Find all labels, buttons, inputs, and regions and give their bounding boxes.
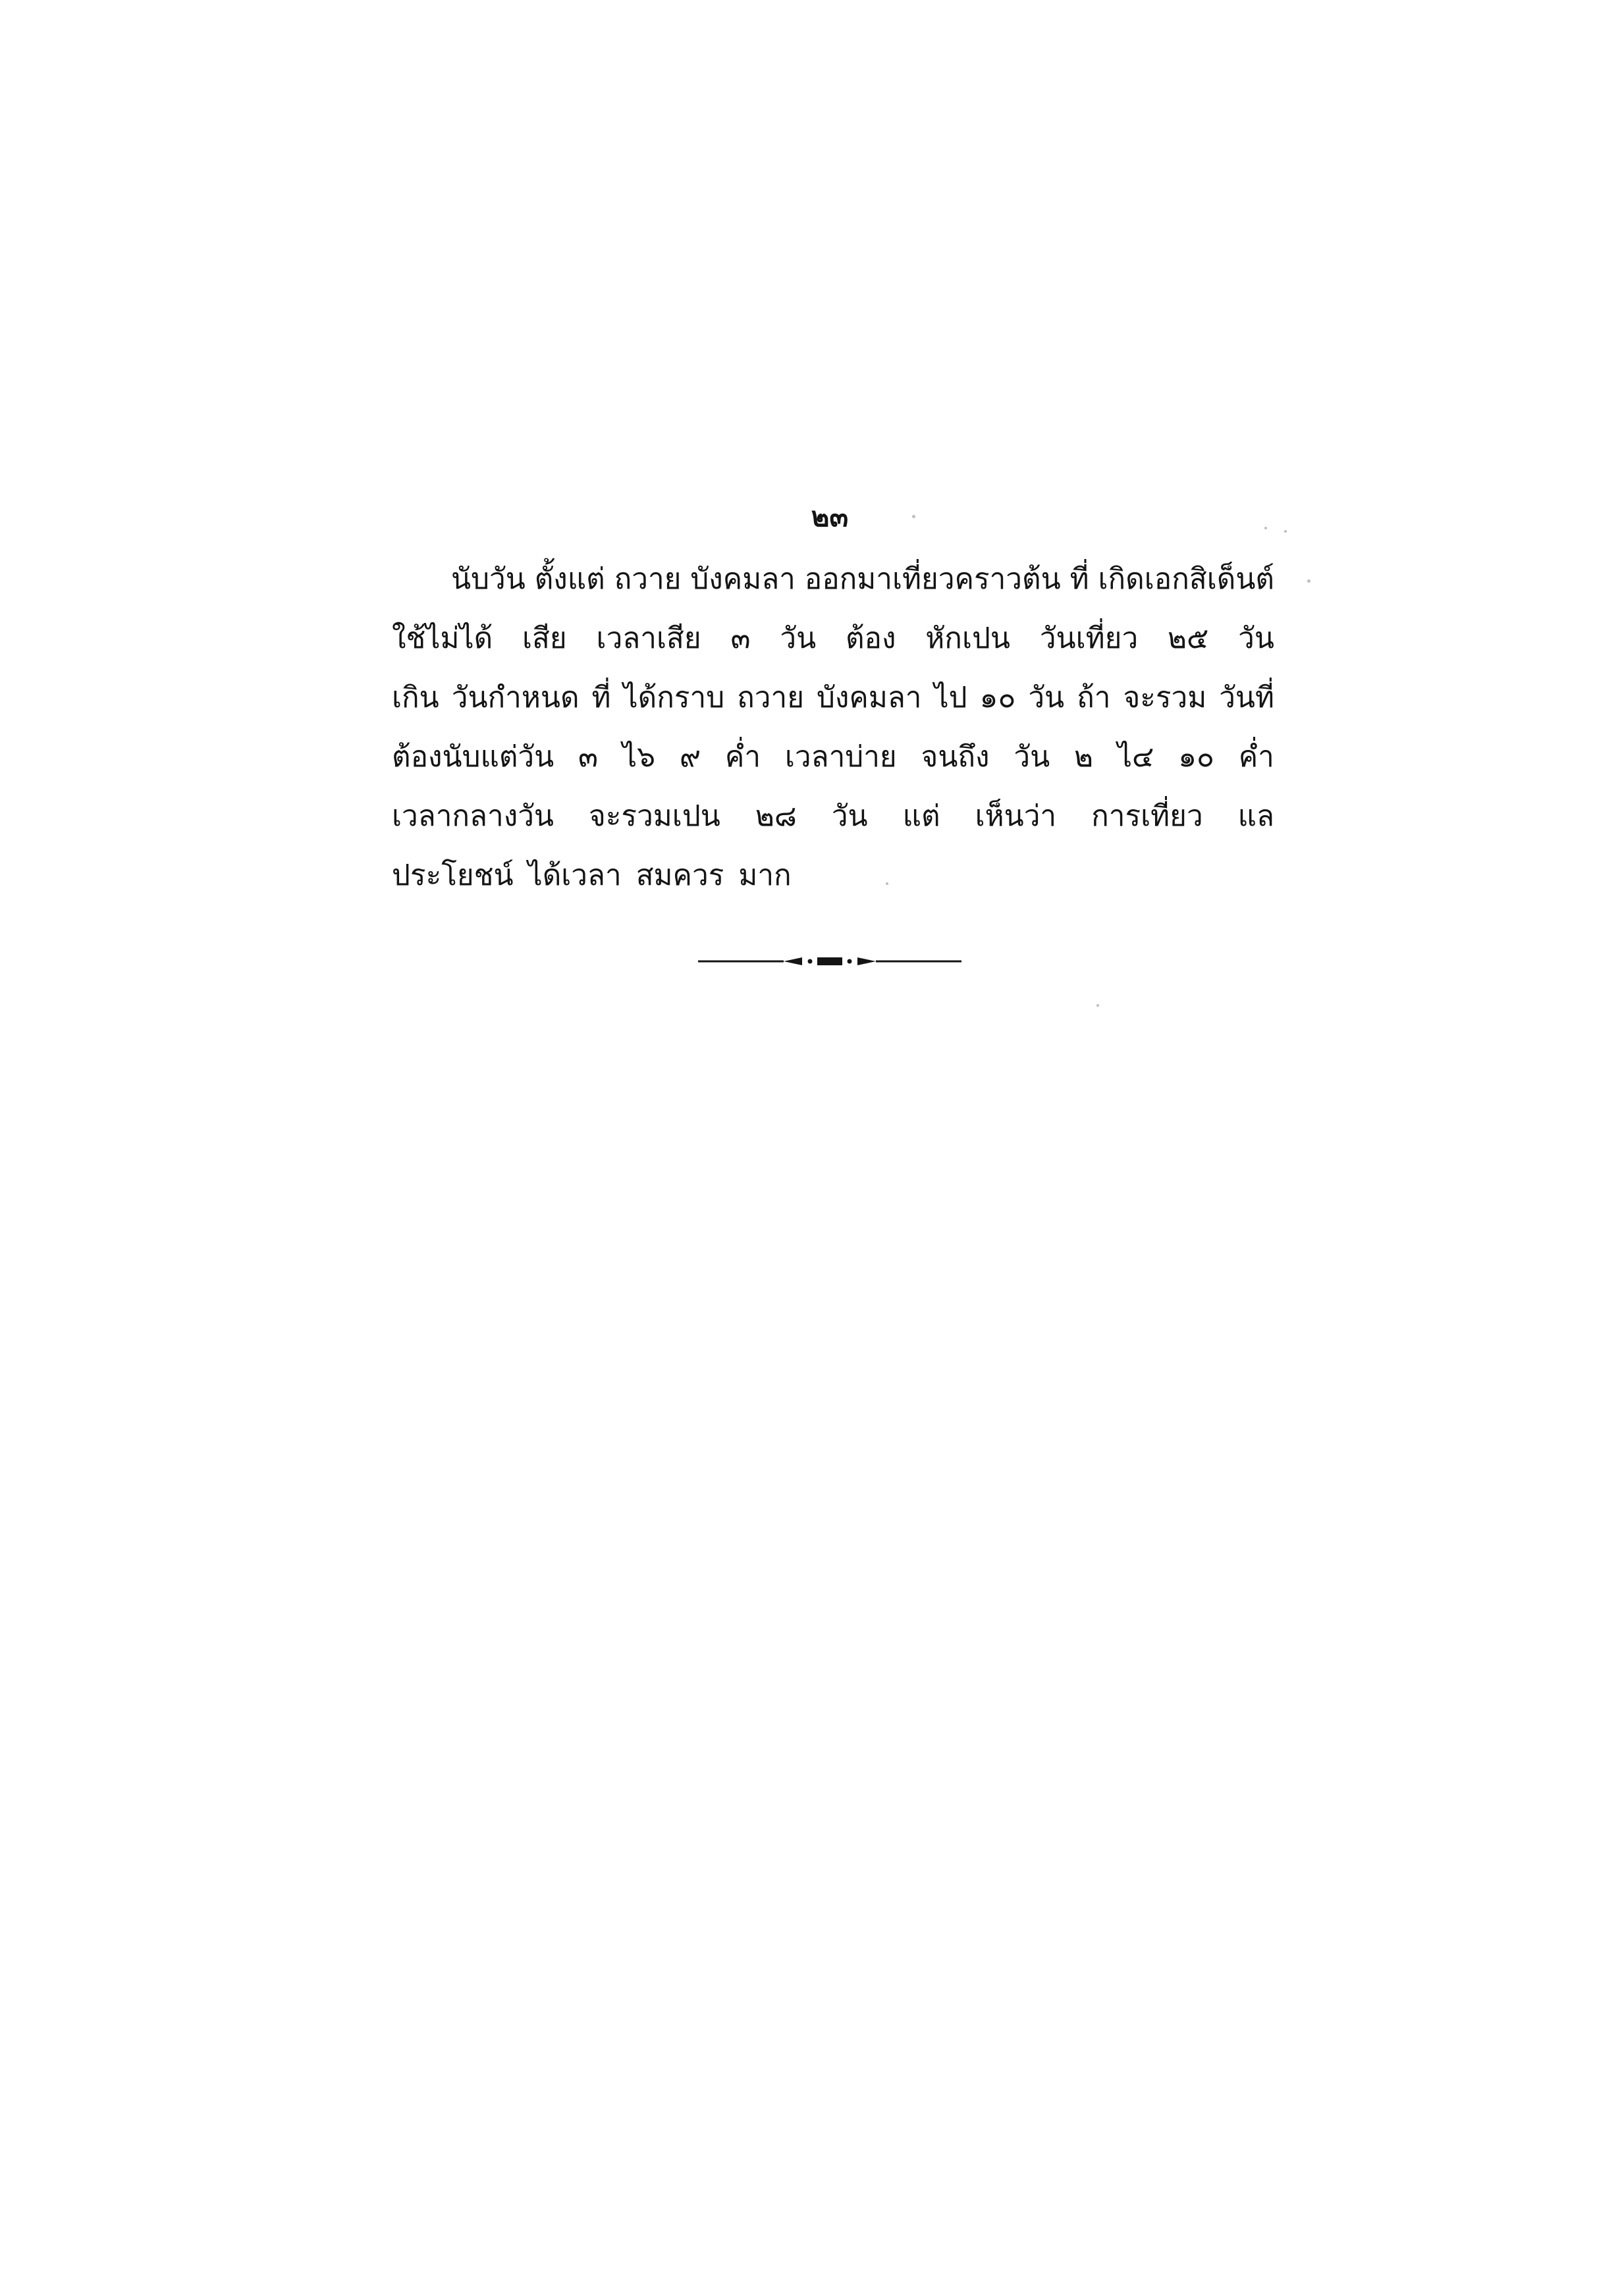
word: ถ้า xyxy=(1077,681,1111,714)
word: ถวาย xyxy=(614,562,682,596)
word: เกิดเอกสิเด็นต์ xyxy=(1098,562,1274,596)
text-line-5 xyxy=(392,787,1274,846)
scan-speck xyxy=(1264,527,1267,529)
word: วันกำหนด xyxy=(451,681,580,714)
word: ตั้งแต่ xyxy=(534,562,605,596)
word: ๑๐ xyxy=(1178,740,1214,774)
word: จนถึง xyxy=(921,740,990,774)
word: บังคมลา xyxy=(690,562,796,596)
word: ๒๕ xyxy=(1167,622,1209,655)
word: บังคมลา xyxy=(816,681,922,714)
word: ๒๘ xyxy=(755,799,797,833)
word: ๙ xyxy=(679,740,701,774)
word: ถวาย xyxy=(737,681,804,714)
word: มาก xyxy=(738,859,792,892)
word: ไ๔ xyxy=(1117,740,1154,774)
word: วัน xyxy=(780,622,817,655)
word: แต่ xyxy=(902,799,940,833)
word: ค่ำ xyxy=(724,740,761,774)
text-line-4 xyxy=(392,728,1274,787)
word: สมควร xyxy=(635,859,724,892)
word: วันที่ xyxy=(1219,681,1274,714)
text-line-2 xyxy=(392,609,1274,668)
word: เวลาเสีย xyxy=(596,622,701,655)
text-line-3 xyxy=(392,668,1274,728)
scan-speck xyxy=(1307,579,1311,583)
word: ที่ xyxy=(591,681,611,714)
scan-speck xyxy=(1284,530,1287,533)
scan-speck xyxy=(912,515,915,518)
word: ได้เวลา xyxy=(527,859,622,892)
word: ๒ xyxy=(1073,740,1093,774)
word: ออกมาเที่ยวคราวต้น xyxy=(804,562,1061,596)
word: เวลาบ่าย xyxy=(784,740,897,774)
word: นับวัน xyxy=(451,562,526,596)
word: ๓ xyxy=(730,622,751,655)
word: ๓ xyxy=(578,740,599,774)
word: วัน xyxy=(1238,622,1274,655)
text-line-6 xyxy=(392,846,1274,905)
word: แล xyxy=(1237,799,1274,833)
word: หักเปน xyxy=(925,622,1010,655)
word: ที่ xyxy=(1069,562,1089,596)
word: ต้อง xyxy=(845,622,896,655)
word: ประโยชน์ xyxy=(392,859,514,892)
word: จะรวม xyxy=(1123,681,1207,714)
word: เห็นว่า xyxy=(975,799,1057,833)
word: ไป xyxy=(934,681,967,714)
word: วัน xyxy=(831,799,868,833)
text-line-1 xyxy=(392,550,1274,609)
word: ค่ำ xyxy=(1238,740,1274,774)
word: ใช้ไม่ได้ xyxy=(392,622,493,655)
word: ไ๖ xyxy=(622,740,656,774)
word: ได้กราบ xyxy=(623,681,725,714)
word: เกิน xyxy=(392,681,439,714)
word: เวลากลางวัน xyxy=(392,799,554,833)
scan-speck xyxy=(886,882,888,885)
body-paragraph xyxy=(392,550,1274,905)
word: จะรวมเปน xyxy=(589,799,720,833)
word: เสีย xyxy=(522,622,567,655)
word: วัน xyxy=(1028,681,1065,714)
word: วันเที่ยว xyxy=(1039,622,1139,655)
word: ต้องนับแต่วัน xyxy=(392,740,554,774)
word: ๑๐ xyxy=(979,681,1016,714)
scan-speck xyxy=(1096,1004,1099,1007)
word: วัน xyxy=(1014,740,1050,774)
section-end-ornament xyxy=(698,953,961,969)
word: การเที่ยว xyxy=(1091,799,1203,833)
page-number: ๒๓ xyxy=(811,500,849,533)
